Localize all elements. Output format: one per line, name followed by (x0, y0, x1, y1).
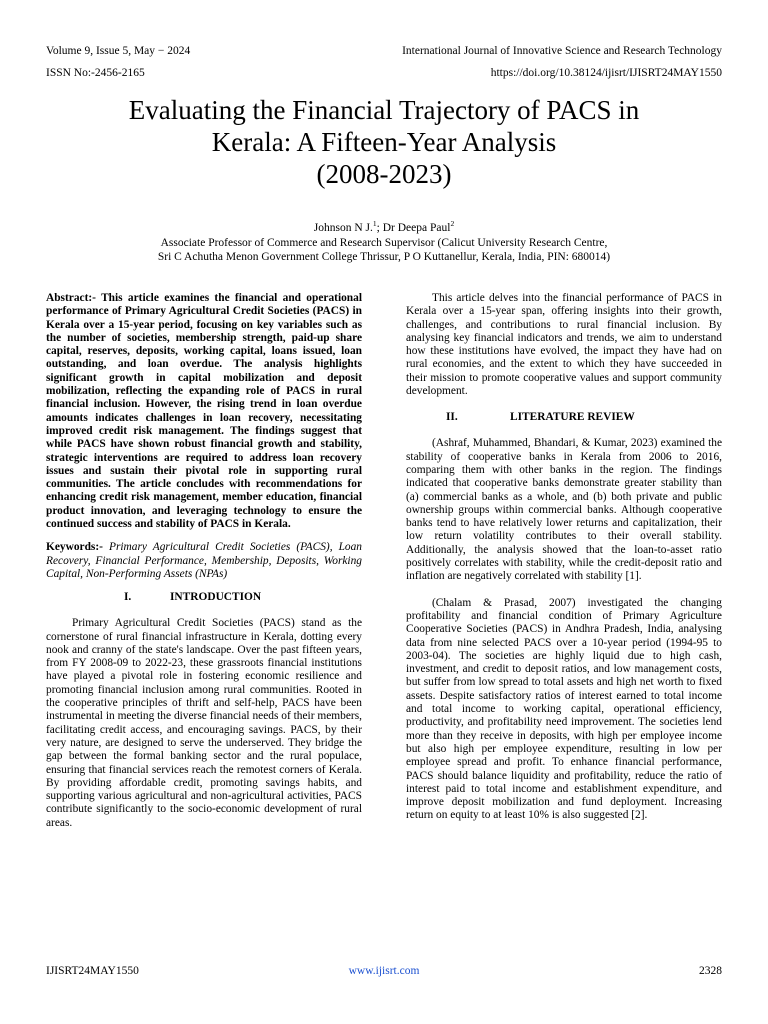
author-1-name: Johnson N J. (313, 222, 373, 234)
author-affiliation (40, 236, 728, 264)
author-separator: ; (376, 222, 383, 234)
author-2-name: Dr Deepa Paul (382, 222, 451, 234)
right-column (406, 292, 722, 823)
paper-title (40, 94, 728, 190)
section-number: II. (446, 411, 458, 424)
title-line-3: (2008-2023) (316, 159, 452, 189)
doi-link[interactable]: https://doi.org/10.38124/ijisrt/IJISRT24MAY1550 (490, 67, 722, 79)
title-line-2: Kerala: A Fifteen-Year Analysis (211, 127, 557, 157)
left-column (46, 292, 362, 830)
keywords-text: Primary Agricultural Credit Societies (PACS), Loan Recovery, Financial Performance, Membership, Deposits, Working Capital, Non-Performing Assets (NPAs) (46, 541, 362, 580)
literature-paragraph-1: (Ashraf, Muhammed, Bhandari, & Kumar, 2023) examined the stability of cooperative banks in Kerala from 2006 to 2016, comparing them with other banks in the region. The findings indicated that cooperative banks demonstrate greater stability than (a) commercial banks as a whole, and (b) both private and public ownership groups within commercial banks. Although cooperative banks tend to have relatively lower returns and capitalization, their low return volatility contributes to their overall stability. Additionally, the analysis showed that the loan-to-asset ratio positively correlates with stability, while the credit-deposit ratio and inflation are negatively correlated with stability [1]. (406, 437, 722, 583)
author-2-affiliation-mark: 2 (450, 219, 455, 229)
section-heading-introduction (46, 591, 362, 605)
keywords (46, 541, 362, 581)
literature-paragraph-2: (Chalam & Prasad, 2007) investigated the changing profitability and financial condition of Primary Agriculture Cooperative Societies (PACS) in Andhra Pradesh, India, analysing data from nine selected PACS over a 10-year period (1994-95 to 2003-04). The societies are highly liquid due to high cash, investment, and credit to deposit ratios, and low management costs, but suffer from low spread to total assets and high net worth to fixed assets. Despite satisfactory ratios of interest earned to total income and total income to working capital, operational efficiency, productivity, and profitability need improvement. The societies lend more than they receive in deposits, with high per employee income but also high per employee expenditure, resulting in low per employee spread and profit. To enhance financial performance, PACS should balance liquidity and profitability, reduce the ratio of interest paid to total income and establishment expenditure, and improve deposit mobilization and fund deployment. Increasing return on equity to at least 10% is also suggested [2]. (406, 596, 722, 822)
section-title: INTRODUCTION (170, 591, 262, 604)
issn-number: ISSN No:-2456-2165 (46, 67, 145, 79)
journal-volume-issue: Volume 9, Issue 5, May − 2024 (46, 45, 191, 57)
author-list (40, 221, 728, 235)
author-1-affiliation-mark: 1 (372, 219, 377, 229)
keywords-label: Keywords:- (46, 541, 103, 554)
footer-page-number: 2328 (699, 965, 722, 977)
introduction-paragraph-1: Primary Agricultural Credit Societies (PACS) stand as the cornerstone of rural financial infrastructure in Kerala, dotting every nook and cranny of the state's landscape. Over the past fifteen years, from FY 2008-09 to 2022-23, these grassroots financial institutions have played a pivotal role in fostering economic resilience and promoting financial inclusion among rural communities. Rooted in the cooperative principles of thrift and self-help, PACS have been instrumental in meeting the diverse financial needs of their members, facilitating credit access, and encouraging savings. PACS, by their very nature, are designed to serve the underserved. They bridge the gap between the formal banking sector and the rural populace, ensuring that financial services reach the remotest corners of Kerala. By providing affordable credit, promoting savings habits, and supporting various agricultural and non-agricultural activities, PACS contribute significantly to the socio-economic development of rural areas. (46, 617, 362, 829)
affiliation-line-1: Associate Professor of Commerce and Research Supervisor (Calicut University Research Centre, (160, 237, 608, 249)
affiliation-line-2: Sri C Achutha Menon Government College Thrissur, P O Kuttanellur, Kerala, India, PIN: 680014) (157, 251, 611, 263)
footer-website-link[interactable]: www.ijisrt.com (348, 965, 420, 977)
section-heading-literature-review (406, 411, 722, 425)
abstract: Abstract:- This article examines the financial and operational performance of Primary Agricultural Credit Societies (PACS) in Kerala over a 15-year period, focusing on key variables such as the number of societies, membership strength, paid-up share capital, reserves, deposits, working capital, loans issued, loan outstanding, and loan overdue. The analysis highlights significant growth in capital mobilization and deposit mobilization, reflecting the expanding role of PACS in rural financial inclusion. However, the rising trend in loan overdue amounts indicates challenges in loan recovery, necessitating improved credit risk management. The findings suggest that while PACS have shown robust financial growth and stability, strategic interventions are required to address loan recovery issues and sustain their pivotal role in supporting rural communities. The article concludes with recommendations for enhancing credit risk management, member education, financial product innovation, and leveraging technology to ensure the continued success and stability of PACS in Kerala. (46, 292, 362, 531)
journal-name: International Journal of Innovative Science and Research Technology (402, 45, 722, 57)
footer-paper-code: IJISRT24MAY1550 (46, 965, 139, 977)
section-number: I. (124, 591, 132, 604)
section-title: LITERATURE REVIEW (510, 411, 635, 424)
introduction-paragraph-2: This article delves into the financial performance of PACS in Kerala over a 15-year span, offering insights into their growth, challenges, and contributions to rural financial inclusion. By analysing key financial indicators and trends, we aim to understand how these institutions have evolved, the impact they have had on rural economies, and the extent to which they have succeeded in their mission to promote cooperative values and support community development. (406, 292, 722, 398)
title-line-1: Evaluating the Financial Trajectory of PACS in (128, 95, 640, 125)
